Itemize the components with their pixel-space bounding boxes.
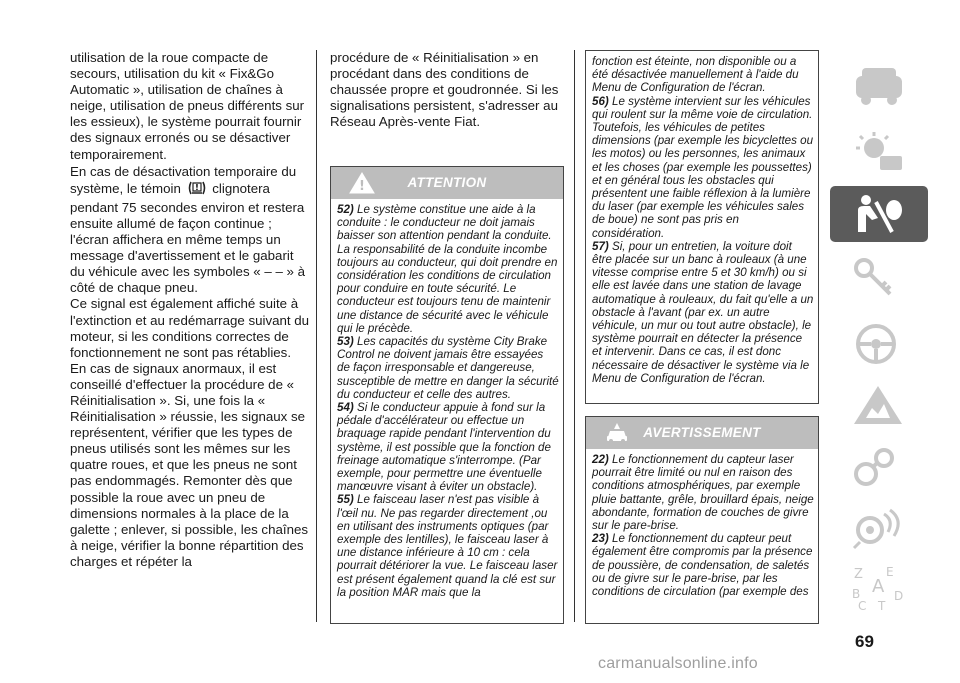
tab-starting[interactable] (830, 248, 928, 304)
index-letter: A (872, 576, 885, 597)
note-text: Si le conducteur appuie à fond sur la pédale d'accélérateur ou effectue un braquage rapide pendant l'intervention du système, il est possible que la fonction de freinage automatique s'interrompe. (Par exemple, pour permettre une éventuelle manœuvre visant à éviter un obstacle). (337, 401, 551, 494)
index-letter: D (894, 589, 904, 603)
index-letter: B (852, 587, 861, 601)
note-number: 57) (592, 239, 609, 253)
paragraph: utilisation de la roue compacte de secours, utilisation du kit « Fix&Go Automatic », utilisation de chaînes à neige, utilisation de pneus différents sur les essieux), le système pourrait fournir des signaux erronés ou se désactiver temporairement. (70, 50, 305, 162)
column-divider (574, 50, 575, 622)
note-text: Le fonctionnement du capteur laser pourrait être limité ou nul en raison des conditions atmosphériques, par exemple pluie battante, grêle, brouillard épais, neige abondante, formation de couches de givre sur le pare-brise. (592, 453, 814, 533)
note-item (337, 335, 559, 401)
avertissement-box (585, 416, 819, 624)
alphabetical-index-icon (850, 564, 910, 612)
ignition-key-icon (850, 254, 908, 298)
avertissement-header (586, 417, 818, 449)
note-number: 23) (592, 532, 609, 546)
note-number: 22) (592, 453, 609, 466)
note-number: 53) (337, 335, 354, 349)
steering-wheel-icon (850, 322, 908, 366)
note-item (337, 203, 559, 335)
emergency-triangle-icon (850, 384, 908, 428)
index-letter: C (858, 599, 867, 612)
seat-safety-icon (850, 192, 908, 236)
tab-maintenance[interactable] (830, 438, 928, 494)
note-text: Le fonctionnement du capteur peut également être compromis par la présence de poussière, de condensation, de saletés ou de givre sur le pare-brise, par les conditions de circulation (par exemple des (592, 532, 813, 599)
tab-safety[interactable] (830, 186, 928, 242)
maintenance-wrench-icon (850, 444, 908, 488)
note-item (592, 532, 814, 598)
car-dashboard-icon (850, 64, 908, 108)
note-continuation: fonction est éteinte, non disponible ou a été désactivée manuellement à l'aide du Menu de Configuration de l'écran. (592, 55, 799, 95)
paragraph: En cas de signaux anormaux, il est conseillé d'effectuer la procédure de « Réinitialisation ». Si, une fois la « Réinitialisation » réussie, les signaux se représentent, vérifier que les types de pneus utilisés sont les mêmes sur les quatre roues, et que les pneus ne sont pas endommagés. Remonter dès que possible la roue avec un pneu de dimensions normales à la place de la galette ; enlever, si possible, les chaînes à neige, vérifier la bonne répartition des charges et répéter la (70, 360, 309, 569)
note-item (592, 240, 814, 385)
tab-dashboard[interactable] (830, 58, 928, 114)
column-divider (316, 50, 317, 622)
paragraph-part: clignotera pendant 75 secondes environ et restera ensuite allumé de façon continue ; l'écran affichera en même temps un message d'avertissement et le gabarit du véhicule avec les symboles « – – » à côté de chaque pneu. (70, 180, 306, 296)
svg-text:!: ! (194, 182, 199, 192)
note-item (337, 401, 559, 493)
multimedia-icon (850, 506, 908, 550)
note-text: Les capacités du système City Brake Control ne doivent jamais être essayées de façon irresponsable et dangereuse, susceptible de mettre en danger la sécurité du conducteur et celle des autres. (337, 335, 559, 401)
svg-text:!: ! (359, 179, 365, 194)
note-number: 56) (592, 94, 609, 108)
paragraph (70, 164, 310, 297)
warning-lights-icon (850, 130, 908, 174)
note-text: Le système constitue une aide à la conduite : le conducteur ne doit jamais baisser son attention pendant la conduite. La responsabilité de la conduite incombe toujours au conducteur, qui doit prendre en considération les conditions de circulation pour conduire en toute sécurité. Le conducteur est toujours tenu de maintenir une distance de sécurité avec le véhicule qui le précède. (337, 203, 558, 335)
index-letter: T (878, 599, 886, 612)
main-text-column-1 (70, 50, 310, 570)
tab-index[interactable] (830, 558, 928, 614)
tpms-warning-light-icon (186, 180, 208, 200)
attention-continuation-box (585, 50, 819, 404)
tab-emergency[interactable] (830, 378, 928, 434)
note-item (592, 95, 814, 240)
tab-technical-data[interactable] (830, 500, 928, 556)
note-number: 55) (337, 493, 354, 507)
attention-header (331, 167, 563, 199)
attention-title: ATTENTION (407, 175, 487, 190)
note-item (592, 453, 814, 532)
paragraph: procédure de « Réinitialisation » en procédant dans des conditions de chaussée propre et goudronnée. Si les signalisations persistent, s'adresser au Réseau Après-vente Fiat. (330, 50, 559, 130)
note-text: Le système intervient sur les véhicules qui roulent sur la même voie de circulation. Toutefois, les véhicules de petites dimensions (par exemple les bicyclettes ou les motos) ou les personnes, les animaux et les choses (par exemple les poussettes) et en général tous les obstacles qui présentent une faible réflexion à la lumière du laser (par exemple les véhicules sales de boue) ne sont pas pris en considération. (592, 94, 814, 240)
watermark: carmanualsonline.info (598, 655, 758, 672)
main-text-column-2 (330, 50, 562, 130)
index-letter: E (886, 565, 894, 579)
note-item (337, 493, 559, 599)
tab-warning-lights[interactable] (830, 124, 928, 180)
note-number: 54) (337, 401, 354, 415)
note-number: 52) (337, 203, 354, 216)
paragraph: Ce signal est également affiché suite à l'extinction et au redémarrage suivant du moteur, si les conditions correctes de fonctionnement ne sont pas rétablies. (70, 296, 310, 360)
paragraph-part: En cas de désactivation temporaire du système, le témoin (70, 163, 297, 196)
tab-driving[interactable] (830, 316, 928, 372)
page-number: 69 (855, 632, 874, 651)
note-text: Le faisceau laser n'est pas visible à l'œil nu. Ne pas regarder directement ,ou en utilisant des instruments optiques (par exemple des lentilles), le faisceau laser à une distance inférieure à 10 cm : cela pourrait détériorer la vue. Le faisceau laser est présent également quand la clé est sur la position MAR mais que la (337, 493, 558, 599)
attention-box (330, 166, 564, 624)
avertissement-title: AVERTISSEMENT (643, 425, 761, 440)
index-letter: Z (854, 567, 863, 582)
note-text: Si, pour un entretien, la voiture doit être placée sur un banc à rouleaux (à une vitesse comprise entre 5 et 30 km/h) ou si elle est lavée dans une station de lavage automatique à rouleaux, du fait qu'elle a un obstacle à l'avant (par ex. un autre véhicule, un mur ou tout autre obstacle), le système pourrait en détecter la présence et intervenir. Dans ce cas, il est donc nécessaire de désactiver le système via le Menu de Configuration de l'écran. (592, 239, 814, 385)
